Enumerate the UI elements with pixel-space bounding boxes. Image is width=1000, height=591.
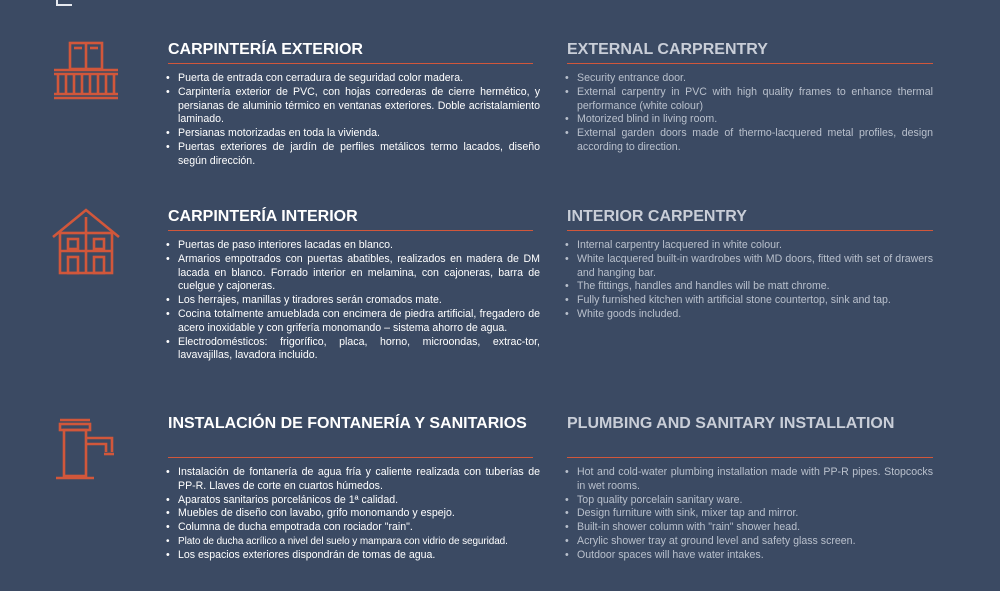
plumbing-en [567,414,933,563]
list-item: • Outdoor spaces will have water intakes. [567,549,933,563]
list-item: • Muebles de diseño con lavabo, grifo monomando y espejo. [168,507,540,521]
list-item: • Los herrajes, manillas y tiradores serán cromados mate. [168,294,540,308]
exterior-carpentry-es [168,40,540,169]
corner-mark [56,0,72,6]
list-item: • Puertas de paso interiores lacadas en blanco. [168,239,540,253]
faucet-icon [50,414,122,486]
spec-list [168,72,540,169]
divider [168,63,533,64]
list-item: • Instalación de fontanería de agua fría y caliente realizada con tuberías de PP-R. Llaves de corte en cuartos húmedos. [168,466,540,494]
list-item: • Motorized blind in living room. [567,113,933,127]
section-title: EXTERNAL CARPRENTRY [567,41,768,58]
section-title: INSTALACIÓN DE FONTANERÍA Y SANITARIOS [168,415,527,432]
list-item: • External garden doors made of thermo-lacquered metal profiles, design according to direction. [567,127,933,155]
balcony-icon [50,40,122,112]
list-item: • Electrodomésticos: frigorífico, placa, horno, microondas, extrac-tor, lavavajillas, lavadora incluido. [168,336,540,364]
section-title: INTERIOR CARPENTRY [567,208,747,225]
spec-list [168,466,540,563]
list-item: • Aparatos sanitarios porcelánicos de 1ª calidad. [168,494,540,508]
divider [168,457,533,458]
house-icon [50,207,122,279]
plumbing-es [168,414,540,563]
section-title: CARPINTERÍA INTERIOR [168,208,358,225]
list-item: • Columna de ducha empotrada con rociador "rain". [168,521,540,535]
list-item: • Internal carpentry lacquered in white colour. [567,239,933,253]
list-item: • Security entrance door. [567,72,933,86]
list-item: • White lacquered built-in wardrobes with MD doors, fitted with set of drawers and hanging bar. [567,253,933,281]
exterior-carpentry-en [567,40,933,155]
list-item: • External carpentry in PVC with high quality frames to enhance thermal performance (white colour) [567,86,933,114]
list-item: • Built-in shower column with "rain" shower head. [567,521,933,535]
spec-list [567,239,933,322]
section-title: CARPINTERÍA EXTERIOR [168,41,363,58]
section-title: PLUMBING AND SANITARY INSTALLATION [567,415,895,432]
divider [567,63,933,64]
spec-list [168,239,540,363]
list-item: • White goods included. [567,308,933,322]
list-item: • Fully furnished kitchen with artificial stone countertop, sink and tap. [567,294,933,308]
list-item: • Persianas motorizadas en toda la vivienda. [168,127,540,141]
list-item: • Design furniture with sink, mixer tap and mirror. [567,507,933,521]
list-item: • Puertas exteriores de jardín de perfiles metálicos termo lacados, diseño según dirección. [168,141,540,169]
list-item: • Acrylic shower tray at ground level and safety glass screen. [567,535,933,549]
divider [168,230,533,231]
list-item: • Hot and cold-water plumbing installation made with PP-R pipes. Stopcocks in wet rooms. [567,466,933,494]
interior-carpentry-en [567,207,933,322]
divider [567,230,933,231]
divider [567,457,933,458]
list-item: • Carpintería exterior de PVC, con hojas correderas de cierre hermético, y persianas de aluminio térmico en ventanas exteriores. Doble acristalamiento laminado. [168,86,540,127]
spec-list [567,466,933,563]
interior-carpentry-es [168,207,540,363]
spec-list [567,72,933,155]
list-item: • Cocina totalmente amueblada con encimera de piedra artificial, fregadero de acero inoxidable y con grifería monomando – sistema ahorro de agua. [168,308,540,336]
list-item: • Puerta de entrada con cerradura de seguridad color madera. [168,72,540,86]
list-item: • Armarios empotrados con puertas abatibles, realizados en madera de DM lacada en blanco. Forrado interior en melamina, con cajoneras, barra de cuelgue y cajoneras. [168,253,540,294]
list-item: • Los espacios exteriores dispondrán de tomas de agua. [168,549,540,563]
list-item: • Plato de ducha acrílico a nivel del suelo y mampara con vidrio de seguridad. [168,535,540,549]
list-item: • Top quality porcelain sanitary ware. [567,494,933,508]
list-item: • The fittings, handles and handles will be matt chrome. [567,280,933,294]
